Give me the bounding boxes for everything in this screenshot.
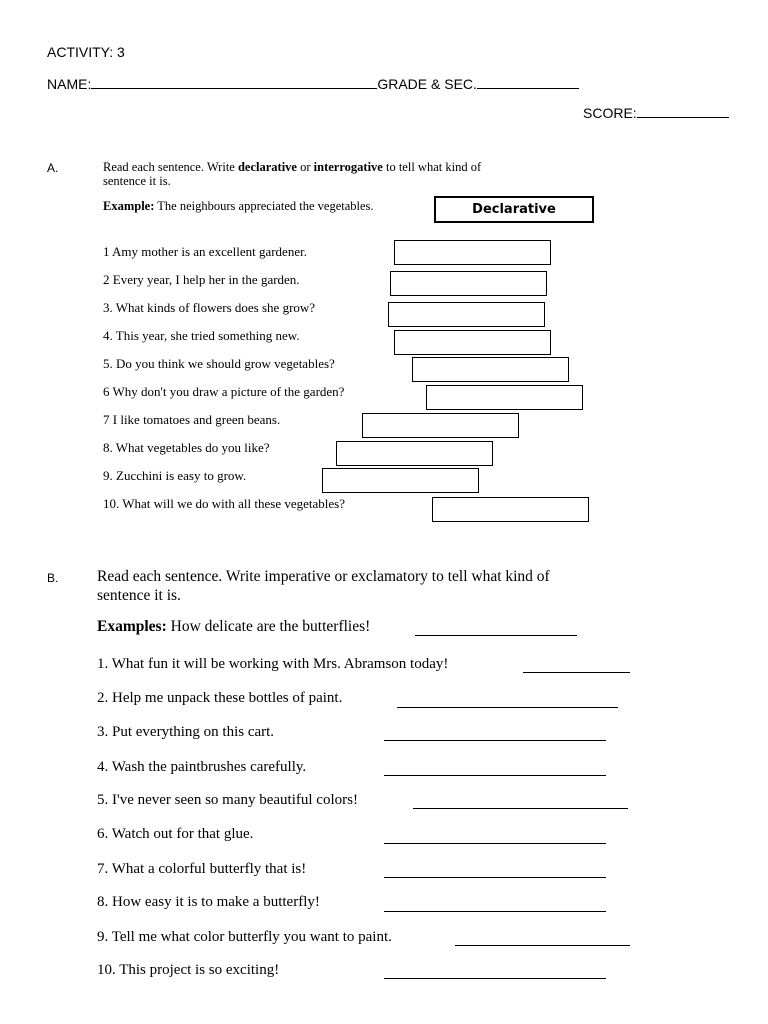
answer-blank-b-4[interactable] (384, 775, 606, 776)
instruction-keyword-declarative: declarative (237, 160, 297, 174)
answer-box-a-9[interactable] (322, 468, 479, 493)
score-row (583, 103, 729, 121)
answer-blank-b-7[interactable] (384, 877, 606, 878)
examples-label: Examples: (97, 618, 167, 635)
item-b-3: 3. Put everything on this cart. (97, 724, 275, 740)
example-answer-box: Declarative (434, 196, 594, 223)
answer-blank-b-9[interactable] (455, 945, 630, 946)
item-a-6: 6 Why don't you draw a picture of the garden? (103, 384, 345, 399)
name-row (47, 74, 579, 92)
grade-label: GRADE & SEC. (377, 76, 477, 92)
instruction-keyword-interrogative: interrogative (313, 160, 383, 174)
score-field[interactable] (637, 103, 729, 118)
example-blank (415, 635, 577, 636)
answer-blank-b-3[interactable] (384, 740, 606, 741)
answer-box-a-6[interactable] (426, 385, 583, 410)
answer-box-a-5[interactable] (412, 357, 569, 382)
answer-blank-b-2[interactable] (397, 707, 618, 708)
name-field[interactable] (91, 74, 377, 89)
section-a-instruction-line2: sentence it is. (103, 174, 171, 188)
activity-title: ACTIVITY: 3 (47, 44, 125, 60)
answer-box-a-3[interactable] (388, 302, 545, 327)
item-b-5: 5. I've never seen so many beautiful colors! (97, 792, 358, 808)
example-sentence: How delicate are the butterflies! (166, 618, 371, 635)
section-a-worksheet (98, 155, 600, 528)
section-b-instruction-line2: sentence it is. (97, 587, 181, 604)
answer-box-a-10[interactable] (432, 497, 589, 522)
instruction-text: Read each sentence. Write (103, 160, 238, 174)
item-b-1: 1. What fun it will be working with Mrs. Abramson today! (97, 656, 449, 672)
score-label: SCORE: (583, 105, 637, 121)
item-a-1: 1 Amy mother is an excellent gardener. (103, 244, 307, 259)
answer-blank-b-10[interactable] (384, 978, 606, 979)
answer-box-a-4[interactable] (394, 330, 551, 355)
item-b-10: 10. This project is so exciting! (97, 962, 280, 978)
item-a-3: 3. What kinds of flowers does she grow? (103, 300, 316, 315)
instruction-text: to tell what kind of (382, 160, 482, 174)
instruction-text: or (296, 160, 314, 174)
answer-box-a-8[interactable] (336, 441, 493, 466)
grade-field[interactable] (477, 74, 579, 89)
item-a-8: 8. What vegetables do you like? (103, 440, 270, 455)
answer-box-a-2[interactable] (390, 271, 547, 296)
item-b-2: 2. Help me unpack these bottles of paint. (97, 690, 343, 706)
answer-blank-b-5[interactable] (413, 808, 628, 809)
answer-blank-b-6[interactable] (384, 843, 606, 844)
answer-blank-b-8[interactable] (384, 911, 606, 912)
answer-box-a-7[interactable] (362, 413, 519, 438)
section-b-letter: B. (47, 571, 59, 585)
item-a-5: 5. Do you think we should grow vegetables? (103, 356, 335, 371)
answer-blank-b-1[interactable] (523, 672, 630, 673)
item-b-4: 4. Wash the paintbrushes carefully. (97, 759, 307, 775)
section-a-letter: A. (47, 161, 59, 175)
example-label: Example: (103, 199, 155, 213)
section-b-instruction: Read each sentence. Write imperative or exclamatory to tell what kind of (97, 568, 550, 585)
answer-box-a-1[interactable] (394, 240, 551, 265)
section-b-example (97, 618, 370, 636)
section-a-example (103, 199, 374, 214)
item-a-10: 10. What will we do with all these vegetables? (103, 496, 345, 511)
item-a-4: 4. This year, she tried something new. (103, 328, 300, 343)
section-a-instruction (103, 160, 481, 175)
item-b-9: 9. Tell me what color butterfly you want to paint. (97, 929, 392, 945)
example-sentence: The neighbours appreciated the vegetables. (154, 199, 374, 213)
item-a-2: 2 Every year, I help her in the garden. (103, 272, 300, 287)
item-b-8: 8. How easy it is to make a butterfly! (97, 894, 320, 910)
item-a-7: 7 I like tomatoes and green beans. (103, 412, 281, 427)
name-label: NAME: (47, 76, 92, 92)
item-a-9: 9. Zucchini is easy to grow. (103, 468, 247, 483)
item-b-7: 7. What a colorful butterfly that is! (97, 861, 307, 877)
item-b-6: 6. Watch out for that glue. (97, 826, 254, 842)
